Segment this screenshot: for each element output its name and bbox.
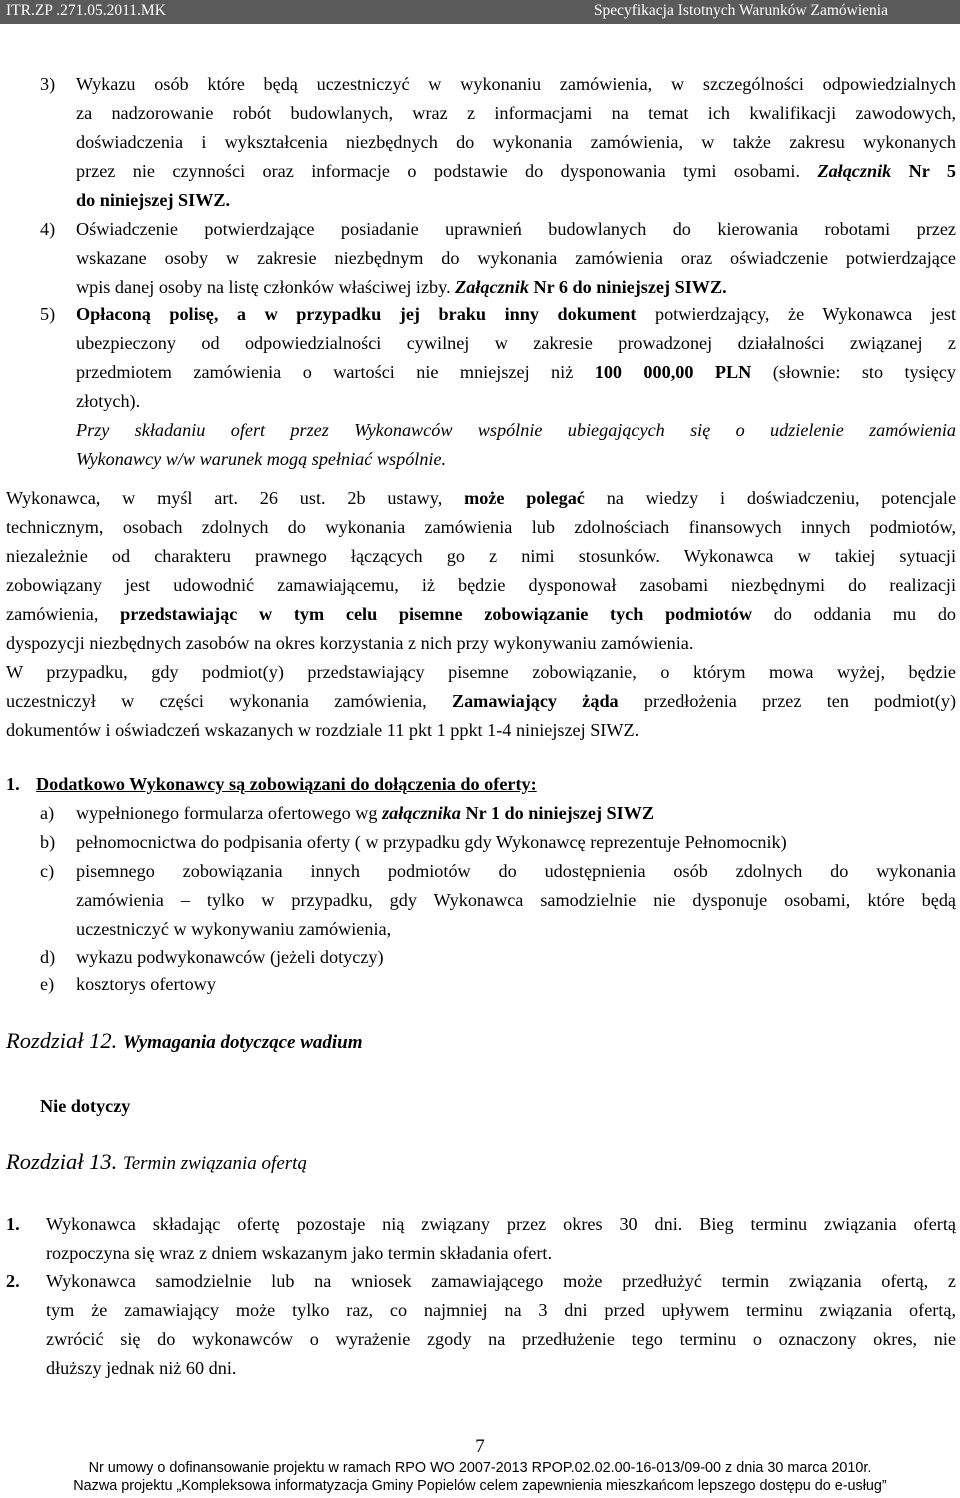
chapter-12-body: Nie dotyczy <box>40 1096 131 1116</box>
item-4-line: wskazane osoby w zakresie niezbędnym do wykonania zamówienia oraz oświadczenie potwierdzające <box>76 248 956 268</box>
item-5-line <box>76 358 956 387</box>
item-3-line <box>76 157 956 186</box>
item-5-note: Wykonawcy w/w warunek mogą spełniać wspólnie. <box>76 449 447 469</box>
chapter-13-point-1 <box>46 1210 956 1268</box>
paragraph-text: zamówienia, <box>6 604 99 624</box>
attachment-label: załącznika <box>382 803 461 823</box>
footer-project-line: Nazwa projektu „Kompleksowa informatyzacja Gminy Popielów celem zapewnienia mieszkańcom lepszego dostępu do e-usług” <box>73 1478 887 1494</box>
paragraph-resources <box>6 484 956 658</box>
list-item-a-marker: a) <box>40 803 55 823</box>
paragraph-line: W przypadku, gdy podmiot(y) przedstawiający pisemne zobowiązanie, o którym mowa wyżej, będzie <box>6 662 956 682</box>
paragraph-line: technicznym, osobach zdolnych do wykonania zamówienia lub zdolnościach finansowych innych podmiotów, <box>6 517 956 537</box>
item-5-line: złotych). <box>76 391 141 411</box>
item-5-line <box>76 300 956 329</box>
item-4-number: 4) <box>40 219 56 239</box>
point-line: rozpoczyna się wraz z dniem wskazanym jako termin składania ofert. <box>46 1243 553 1263</box>
attachment-number: Nr 1 do niniejszej SIWZ <box>465 803 655 823</box>
page-header <box>0 0 960 24</box>
list-item-line: zamówienia – tylko w przypadku, gdy Wykonawca samodzielnie nie dysponuje osobami, które będą <box>76 890 956 910</box>
section-1-number: 1. <box>6 774 20 794</box>
emphasis-text: przedstawiając w tym celu pisemne zobowiązanie tych podmiotów <box>120 604 752 624</box>
footer-contract-line: Nr umowy o dofinansowanie projektu w ramach RPO WO 2007-2013 RPOP.02.02.00-16-013/09-00 z dnia 30 marca 2010r. <box>88 1460 872 1476</box>
attachment-label: Załącznik <box>455 277 529 297</box>
attachment-number: Nr 5 <box>908 161 957 181</box>
item-3-line: doświadczenia i wykształcenia niezbędnych do wykonania zamówienia, w także zakresu wykonanych <box>76 132 956 152</box>
chapter-label: Rozdział 12. <box>6 1028 118 1053</box>
chapter-13-point-2-number: 2. <box>6 1271 20 1291</box>
list-item-b: pełnomocnictwa do podpisania oferty ( w przypadku gdy Wykonawcę reprezentuje Pełnomocnik) <box>76 832 787 852</box>
item-5-text: (słownie: sto tysięcy <box>772 362 957 382</box>
chapter-13-heading <box>6 1149 307 1175</box>
paragraph-line: zobowiązany jest udowodnić zamawiającemu, iż będzie dysponował zasobami niezbędnymi do realizacji <box>6 575 956 595</box>
list-item-e: kosztorys ofertowy <box>76 974 216 994</box>
list-item-c <box>76 857 956 944</box>
item-4-line: Oświadczenie potwierdzające posiadanie uprawnień budowlanych do kierowania robotami przez <box>76 219 956 239</box>
insurance-policy-label: Opłaconą polisę, a w przypadku jej braku inny dokument <box>76 304 637 324</box>
paragraph-line <box>6 687 956 716</box>
point-line: tym że zamawiający może tylko raz, co najmniej na 3 dni przed upływem terminu związania ofertą, <box>46 1300 956 1320</box>
chapter-label: Rozdział 13. <box>6 1149 118 1174</box>
chapter-13-point-1-number: 1. <box>6 1214 20 1234</box>
item-4-line <box>76 273 956 302</box>
paragraph-third-party <box>6 658 956 745</box>
item-5 <box>76 300 956 474</box>
point-line: zwrócić się do wykonawców o wyrażenie zgody na przedłużenie tego terminu o oznaczony okres, nie <box>46 1329 956 1349</box>
item-3-line: Wykazu osób które będą uczestniczyć w wykonaniu zamówienia, w szczególności odpowiedzialnych <box>76 74 956 94</box>
item-5-text: przedmiotem zamówienia o wartości nie mniejszej niż <box>76 362 574 382</box>
emphasis-text: może polegać <box>464 488 585 508</box>
paragraph-line: niezależnie od charakteru prawnego łączących go z nimi stosunków. Wykonawca w takiej sytuacji <box>6 546 956 566</box>
page-number: 7 <box>475 1436 485 1457</box>
attachment-label: Załącznik <box>817 161 892 181</box>
item-3-line: do niniejszej SIWZ. <box>76 190 231 210</box>
point-line: Wykonawca składając ofertę pozostaje nią związany przez okres 30 dni. Bieg terminu związania ofertą <box>46 1214 956 1234</box>
list-item-c-marker: c) <box>40 861 55 881</box>
chapter-title: Termin związania ofertą <box>122 1153 307 1174</box>
list-item-a <box>76 799 654 828</box>
paragraph-line: dyspozycji niezbędnych zasobów na okres korzystania z nich przy wykonywaniu zamówienia. <box>6 633 694 653</box>
item-3-number: 3) <box>40 74 56 94</box>
insurance-amount: 100 000,00 PLN <box>594 362 752 382</box>
list-item-text: wypełnionego formularza ofertowego wg <box>76 803 378 823</box>
point-line: dłuższy jednak niż 60 dni. <box>46 1358 237 1378</box>
paragraph-line <box>6 484 956 513</box>
list-item-b-marker: b) <box>40 832 56 852</box>
section-1-title: Dodatkowo Wykonawcy są zobowiązani do dołączenia do oferty: <box>36 774 537 794</box>
chapter-13-point-2 <box>46 1267 956 1383</box>
paragraph-text: na wiedzy i doświadczeniu, potencjale <box>606 488 957 508</box>
item-3-text: przez nie czynności oraz informacje o podstawie do dysponowania tymi osobami. <box>76 161 801 181</box>
list-item-line: pisemnego zobowiązania innych podmiotów do udostępnienia osób zdolnych do wykonania <box>76 861 956 881</box>
item-5-number: 5) <box>40 304 56 324</box>
list-item-line: uczestniczyć w wykonywaniu zamówienia, <box>76 919 392 939</box>
item-5-text: potwierdzający, że Wykonawca jest <box>654 304 957 324</box>
paragraph-line: dokumentów i oświadczeń wskazanych w rozdziale 11 pkt 1 ppkt 1-4 niniejszej SIWZ. <box>6 720 640 740</box>
document-title: Specyfikacja Istotnych Warunków Zamówienia <box>593 2 888 19</box>
chapter-title: Wymagania dotyczące wadium <box>122 1032 363 1053</box>
point-line: Wykonawca samodzielnie lub na wniosek zamawiającego może przedłużyć termin związania ofertą, z <box>46 1271 956 1291</box>
emphasis-text: Zamawiający żąda <box>451 691 619 711</box>
paragraph-line <box>6 600 956 629</box>
list-item-e-marker: e) <box>40 974 55 994</box>
paragraph-text: Wykonawca, w myśl art. 26 ust. 2b ustawy, <box>6 488 443 508</box>
list-item-d-marker: d) <box>40 947 56 967</box>
paragraph-text: przedłożenia przez ten podmiot(y) <box>643 691 957 711</box>
list-item-d: wykazu podwykonawców (jeżeli dotyczy) <box>76 947 384 967</box>
paragraph-text: uczestniczył w części wykonania zamówienia, <box>6 691 427 711</box>
item-5-line: ubezpieczony od odpowiedzialności cywilnej w zakresie prowadzonej działalności związanej z <box>76 333 956 353</box>
item-3 <box>76 70 956 215</box>
document-reference: ITR.ZP .271.05.2011.MK <box>6 2 166 19</box>
item-5-note: Przy składaniu ofert przez Wykonawców wspólnie ubiegających się o udzielenie zamówienia <box>76 420 956 440</box>
chapter-12-heading <box>6 1028 363 1054</box>
paragraph-text: do oddania mu do <box>773 604 957 624</box>
item-4 <box>76 215 956 302</box>
item-4-text: wpis danej osoby na listę członków właściwej izby. <box>76 277 451 297</box>
attachment-number: Nr 6 do niniejszej SIWZ. <box>533 277 727 297</box>
item-3-line: za nadzorowanie robót budowlanych, wraz z informacjami na temat ich kwalifikacji zawodowych, <box>76 103 956 123</box>
